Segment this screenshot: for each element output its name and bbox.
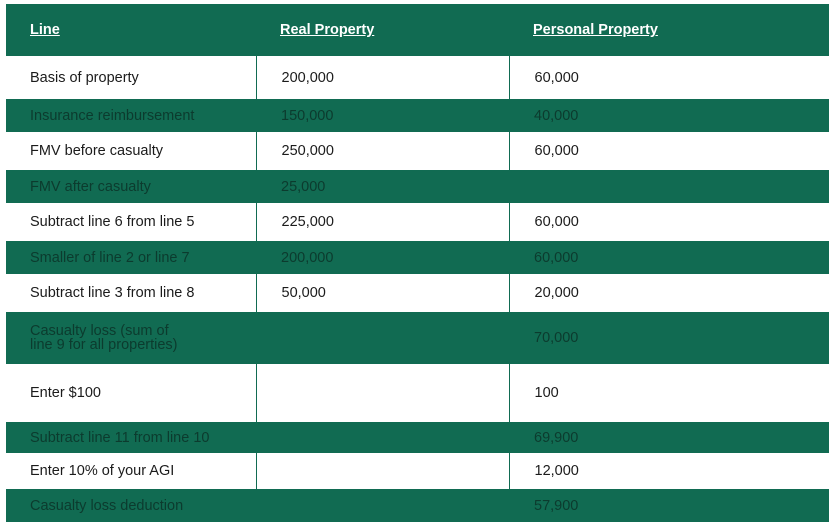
personal-property-value (509, 170, 829, 203)
personal-property-value: 60,000 (509, 132, 829, 170)
personal-property-value: 70,000 (509, 312, 829, 364)
real-property-value: 200,000 (256, 56, 509, 99)
table-header-row (6, 4, 829, 56)
row-label: Subtract line 3 from line 8 (6, 274, 256, 312)
header-line: Line (6, 4, 256, 56)
real-property-value (256, 422, 509, 453)
table-row (6, 364, 829, 422)
personal-property-value: 100 (509, 364, 829, 422)
personal-property-value: 69,900 (509, 422, 829, 453)
real-property-value: 25,000 (256, 170, 509, 203)
row-label (6, 312, 256, 364)
row-label: Smaller of line 2 or line 7 (6, 241, 256, 274)
row-label: Subtract line 6 from line 5 (6, 203, 256, 241)
table-row (6, 132, 829, 170)
row-label: Enter 10% of your AGI (6, 453, 256, 489)
personal-property-value: 12,000 (509, 453, 829, 489)
table-row (6, 453, 829, 489)
casualty-loss-table (6, 4, 829, 522)
row-label: Insurance reimbursement (6, 99, 256, 132)
row-label: Basis of property (6, 56, 256, 99)
real-property-value (256, 489, 509, 522)
personal-property-value: 57,900 (509, 489, 829, 522)
real-property-value: 250,000 (256, 132, 509, 170)
row-label: Enter $100 (6, 364, 256, 422)
table-row (6, 312, 829, 364)
real-property-value: 50,000 (256, 274, 509, 312)
table-row (6, 241, 829, 274)
real-property-value (256, 453, 509, 489)
personal-property-value: 40,000 (509, 99, 829, 132)
row-label: Subtract line 11 from line 10 (6, 422, 256, 453)
real-property-value (256, 312, 509, 364)
row-label: FMV after casualty (6, 170, 256, 203)
table-row (6, 99, 829, 132)
row-label: Casualty loss deduction (6, 489, 256, 522)
table-row (6, 422, 829, 453)
header-personal-property: Personal Property (509, 4, 829, 56)
table-row (6, 203, 829, 241)
personal-property-value: 60,000 (509, 56, 829, 99)
table-row (6, 274, 829, 312)
header-real-property: Real Property (256, 4, 509, 56)
personal-property-value: 60,000 (509, 203, 829, 241)
real-property-value: 200,000 (256, 241, 509, 274)
table-row (6, 170, 829, 203)
personal-property-value: 60,000 (509, 241, 829, 274)
real-property-value: 225,000 (256, 203, 509, 241)
row-label-text: Casualty loss (sum of line 9 for all properties) (30, 323, 178, 353)
real-property-value (256, 364, 509, 422)
table-row (6, 489, 829, 522)
personal-property-value: 20,000 (509, 274, 829, 312)
row-label: FMV before casualty (6, 132, 256, 170)
table-row (6, 56, 829, 99)
real-property-value: 150,000 (256, 99, 509, 132)
